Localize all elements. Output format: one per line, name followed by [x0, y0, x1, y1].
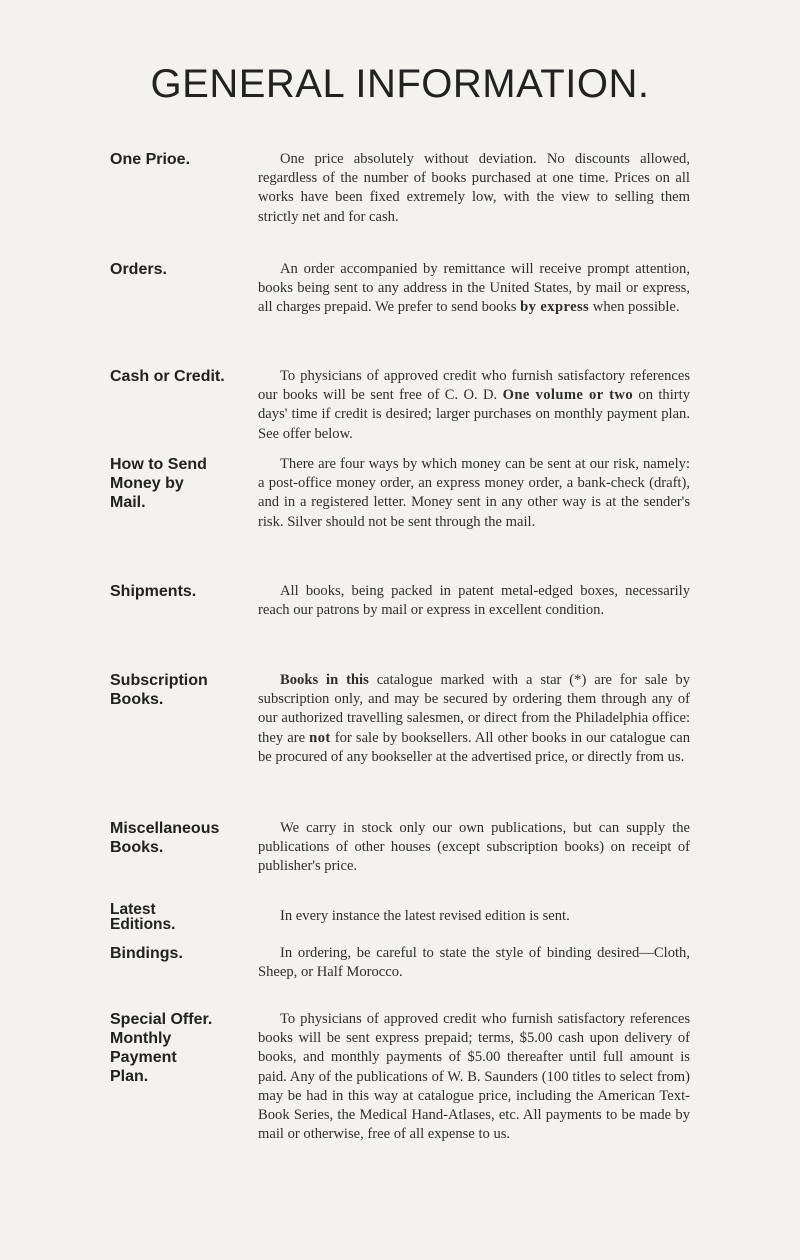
- label-line: Books.: [110, 839, 164, 856]
- label-line: Subscription: [110, 672, 208, 689]
- cash-text-part-2: on thirty days' time if credit is desired; larger purchases on monthly payment plan. See offer below.: [258, 387, 690, 442]
- subscription-text-lead: Books in this: [280, 672, 369, 688]
- label-line: Books.: [110, 691, 164, 708]
- section-text-special-offer: To physicians of approved credit who furnish satisfactory references books will be sent express prepaid; terms, $5.00 cash upon delivery of books, and monthly payments of $5.00 thereafter until full amount is paid. Any of the publications of W. B. Saunders (100 titles to select from) may be had in this way at catalogue price, including the American Text-Book Series, the Medical Hand-Atlases, etc. All payments to be made by mail or otherwise, free of all expense to us.: [258, 1011, 690, 1143]
- section-text-latest-editions: In every instance the latest revised edition is sent.: [280, 908, 570, 924]
- label-line: Editions.: [110, 916, 176, 933]
- subscription-text-part-1: catalogue marked with a star (*) are for sale by subscription only, and may be secured by ordering them through any of our authorized travelling salesmen, or direct from the Philadelphia office: they are: [258, 672, 690, 746]
- section-label-subscription-books: [110, 671, 260, 709]
- label-line: Money by: [110, 475, 184, 492]
- label-line: How to Send: [110, 456, 207, 473]
- section-text-bindings: In ordering, be careful to state the style of binding desired—Cloth, Sheep, or Half Morocco.: [258, 945, 690, 981]
- section-text-orders: [258, 260, 690, 318]
- label-line: Latest: [110, 901, 156, 918]
- subscription-text-part-2: for sale by booksellers. All other books in our catalogue can be procured of any bookseller at the advertised price, or directly from us.: [258, 729, 690, 765]
- label-line: Payment: [110, 1049, 177, 1066]
- section-text-miscellaneous-books: We carry in stock only our own publications, but can supply the publications of other houses (except subscription books) on receipt of publisher's price.: [258, 820, 690, 875]
- orders-text-part-1: An order accompanied by remittance will receive prompt attention, books being sent to any address in the United States, by mail or express, all charges prepaid. We prefer to send books: [258, 261, 690, 316]
- section-text-cash-or-credit: [258, 367, 690, 444]
- section-label-orders: Orders.: [110, 261, 167, 278]
- orders-text-bold: by express: [520, 299, 590, 316]
- section-text-subscription-books: [258, 671, 690, 767]
- label-line: Plan.: [110, 1068, 149, 1085]
- label-line: Miscellaneous: [110, 820, 220, 837]
- cash-text-part-1: To physicians of approved credit who furnish satisfactory references our books will be sent free of C. O. D.: [258, 368, 690, 404]
- section-label-miscellaneous-books: [110, 819, 260, 857]
- section-label-one-price: One Prioe.: [110, 151, 191, 168]
- section-label-cash-or-credit: Cash or Credit.: [110, 368, 225, 385]
- section-text-one-price: One price absolutely without deviation. No discounts allowed, regardless of the number of books purchased at one time. Prices on all works have been fixed extremely low, with the view to selling them strictly net and for cash.: [258, 151, 690, 225]
- orders-text-part-2: when possible.: [589, 299, 680, 316]
- cash-text-bold: One volume or two: [502, 387, 634, 404]
- section-text-shipments: All books, being packed in patent metal-edged boxes, necessarily reach our patrons by mail or express in excellent condition.: [258, 583, 690, 619]
- label-line: Mail.: [110, 494, 146, 511]
- page-title: GENERAL INFORMATION.: [150, 62, 650, 106]
- section-text-how-to-send-money: There are four ways by which money can be sent at our risk, namely: a post-office money order, an express money order, a bank-check (draft), and in a registered letter. Money sent in any other way is at the sender's risk. Silver should not be sent through the mail.: [258, 456, 690, 530]
- label-line: Monthly: [110, 1030, 172, 1047]
- section-label-shipments: Shipments.: [110, 583, 197, 600]
- section-label-bindings: Bindings.: [110, 945, 183, 962]
- subscription-text-bold: not: [309, 729, 331, 746]
- section-label-latest-editions: [110, 902, 260, 932]
- section-label-special-offer: [110, 1010, 260, 1086]
- section-label-how-to-send-money: [110, 455, 260, 512]
- label-line: Special Offer.: [110, 1011, 213, 1028]
